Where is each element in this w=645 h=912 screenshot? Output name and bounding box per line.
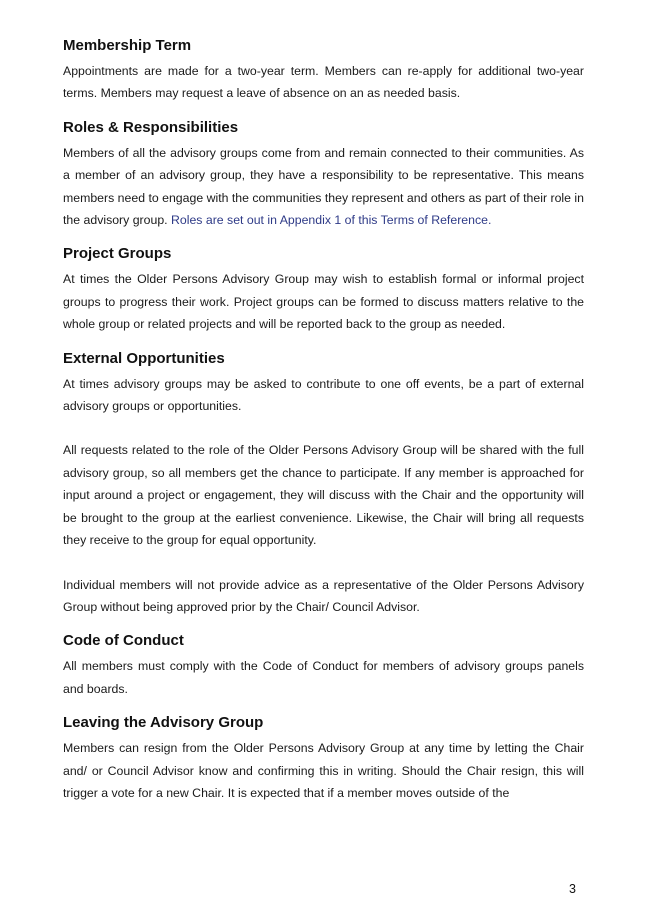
paragraph-code-of-conduct: All members must comply with the Code of Conduct for members of advisory groups panels and boards. [63,659,584,696]
heading-roles-responsibilities: Roles & Responsibilities [63,118,239,136]
heading-membership-term: Membership Term [63,37,192,54]
paragraph-project-groups: At times the Older Persons Advisory Group may wish to establish formal or informal project groups to progress their work. Project groups can be formed to discuss matters relative to the whole group or related projects and will be reported back to the group as needed. [63,272,584,332]
paragraph-external-opportunities-2: All requests related to the role of the Older Persons Advisory Group will be shared with the full advisory group, so all members get the chance to participate. If any member is approached for input around a project or engagement, they will discuss with the Chair and the opportunity will be brought to the group at the earliest convenience. Likewise, the Chair will bring all requests they receive to the group for equal opportunity. [63,443,584,548]
paragraph-leaving-advisory-group: Members can resign from the Older Persons Advisory Group at any time by letting the Chair and/ or Council Advisor know and confirming this in writing. Should the Chair resign, this will trigger a vote for a new Chair. It is expected that if a member moves outside of the [63,741,584,800]
page-number: 3 [569,882,576,896]
appendix-reference-link[interactable]: Roles are set out in Appendix 1 of this Terms of Reference. [171,213,492,228]
paragraph-external-opportunities-3: Individual members will not provide advice as a representative of the Older Persons Advisory Group without being approved prior by the Chair/ Council Advisor. [63,577,584,614]
heading-project-groups: Project Groups [63,245,172,263]
heading-external-opportunities: External Opportunities [63,349,225,367]
paragraph-membership-term: Appointments are made for a two-year term. Members can re-apply for additional two-year terms. Members may request a leave of absence on an as needed basis. [63,64,584,101]
heading-leaving-advisory-group: Leaving the Advisory Group [63,714,264,732]
paragraph-external-opportunities-1: At times advisory groups may be asked to contribute to one off events, be a part of external advisory groups or opportunities. [63,376,584,414]
paragraph-roles-responsibilities [63,142,584,232]
document-page [63,36,584,804]
heading-code-of-conduct: Code of Conduct [63,632,184,650]
roles-text: Members of all the advisory groups come from and remain connected to their communities. As a member of an advisory group, they have a responsibility to be representative. This means members need to engage with the communities they represent and others as part of their role in the advisory group. [63,145,584,228]
